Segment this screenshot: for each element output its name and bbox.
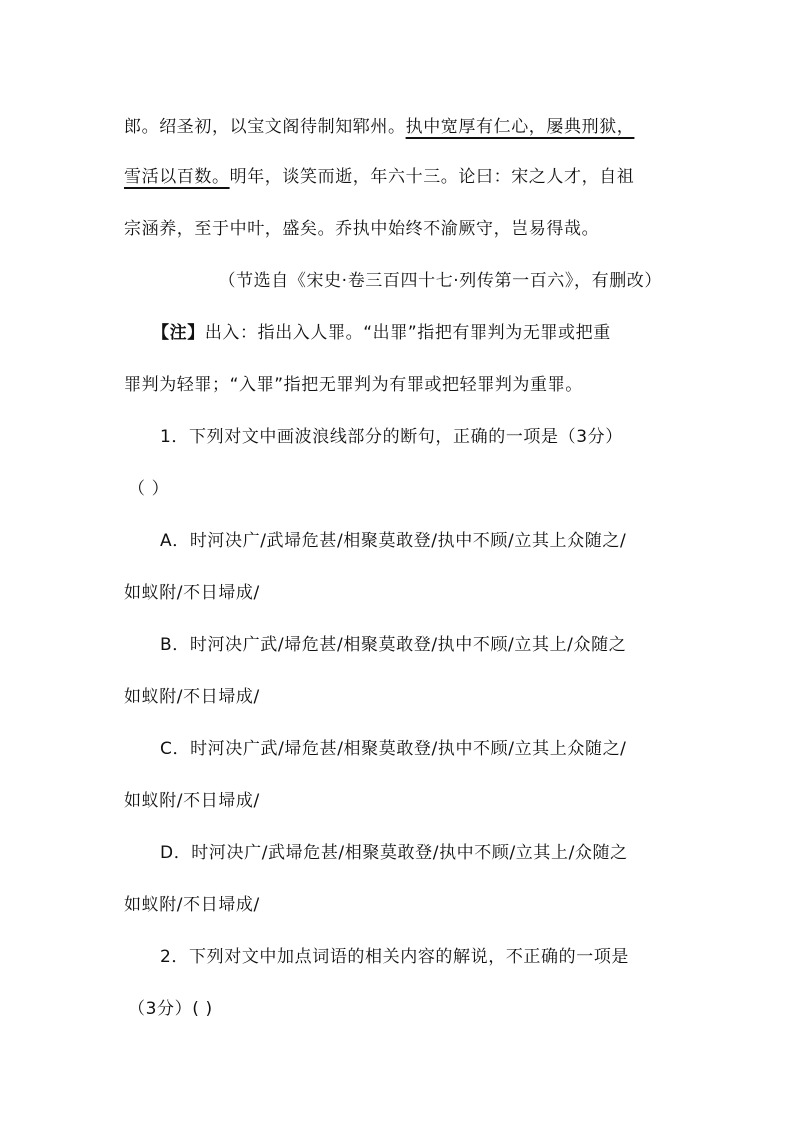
passage-line-1 (124, 116, 634, 138)
option-c-line-2: 如蚁附/不日埽成/ (124, 791, 260, 811)
passage-line-2 (124, 166, 634, 188)
option-a-line-2: 如蚁附/不日埽成/ (124, 583, 260, 603)
option-d-line-1: D．时河决广/武埽危甚/相聚莫敢登/执中不顾/立其上/众随之 (160, 843, 628, 863)
passage-line-3: 宗涵养，至于中叶，盛矣。乔执中始终不渝厥守，岂易得哉。 (124, 219, 600, 239)
question-1-stem: 1．下列对文中画波浪线部分的断句，正确的一项是（3分） (160, 427, 623, 447)
option-c-line-1: C．时河决广武/埽危甚/相聚莫敢登/执中不顾/立其上众随之/ (160, 739, 627, 759)
underlined-text: 执中宽厚有仁心，屡典刑狱， (405, 117, 635, 137)
note-line-1 (152, 322, 611, 344)
source-citation: （节选自《宋史·卷三百四十七·列传第一百六》，有删改） (218, 271, 662, 291)
option-b-line-1: B．时河决广武/埽危甚/相聚莫敢登/执中不顾/立其上/众随之 (160, 635, 627, 655)
question-2-score: （3分）( ) (128, 999, 213, 1019)
passage-text: 明年，谈笑而逝，年六十三。论曰：宋之人才，自祖 (229, 167, 635, 187)
option-b-line-2: 如蚁附/不日埽成/ (124, 687, 260, 707)
note-text: 出入：指出入人罪。“出罪”指把有罪判为无罪或把重 (204, 323, 611, 343)
underlined-text: 雪活以百数。 (124, 167, 230, 187)
passage-text: 郎。绍圣初，以宝文阁待制知郓州。 (124, 117, 406, 137)
question-1-answer-blank: （ ） (128, 479, 170, 499)
note-line-2: 罪判为轻罪；“入罪”指把无罪判为有罪或把轻罪判为重罪。 (124, 375, 583, 395)
option-d-line-2: 如蚁附/不日埽成/ (124, 895, 260, 915)
option-a-line-1: A．时河决广/武埽危甚/相聚莫敢登/执中不顾/立其上众随之/ (160, 531, 627, 551)
note-label: 【注】 (152, 323, 205, 343)
question-2-stem: 2．下列对文中加点词语的相关内容的解说，不正确的一项是 (160, 947, 630, 967)
